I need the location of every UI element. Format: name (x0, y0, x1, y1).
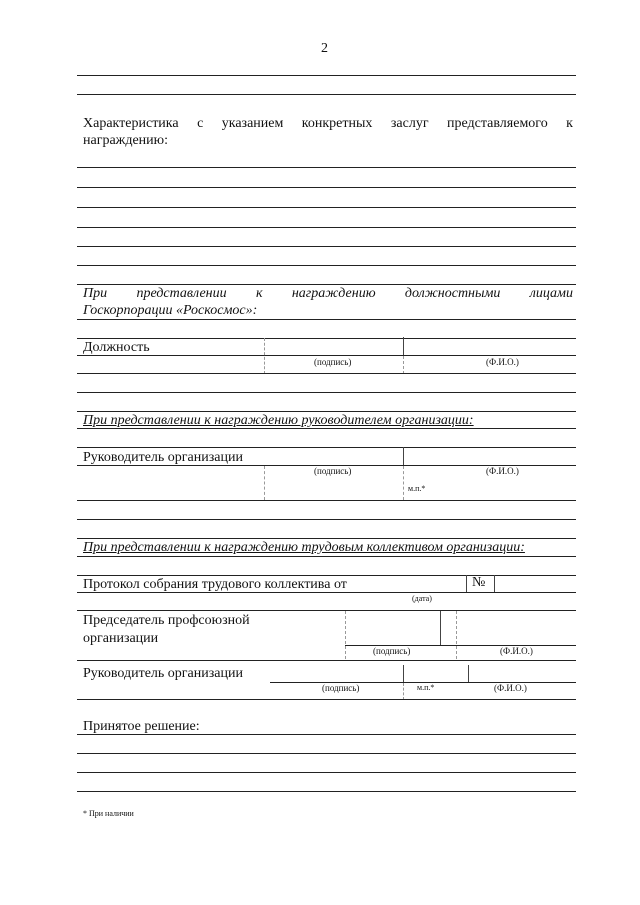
field-divider (494, 575, 495, 592)
blank-line (77, 284, 576, 285)
field-divider (403, 337, 404, 355)
blank-line (77, 519, 576, 520)
field-divider (468, 665, 469, 682)
name-caption: (Ф.И.О.) (494, 683, 527, 693)
number-sign: № (472, 575, 486, 590)
name-caption: (Ф.И.О.) (486, 357, 519, 367)
blank-line (77, 75, 576, 76)
characteristic-heading-line1: Характеристика с указанием конкретных заслуг представляемого к (83, 116, 573, 131)
blank-line (77, 660, 576, 661)
field-divider (403, 466, 404, 500)
position-field-line (77, 355, 576, 356)
blank-line (77, 265, 576, 266)
stamp-label: м.п.* (417, 683, 435, 692)
signature-caption: (подпись) (314, 357, 352, 367)
blank-line (77, 392, 576, 393)
field-divider (456, 611, 457, 659)
blank-line (77, 319, 576, 320)
head-section-heading: При представлении к награждению руководителем организации: (83, 413, 474, 428)
blank-line (77, 428, 576, 429)
decision-label: Принятое решение: (83, 719, 200, 734)
field-divider (403, 447, 404, 465)
field-divider (403, 683, 404, 700)
field-divider (264, 338, 265, 374)
blank-line (77, 772, 576, 773)
field-divider (264, 466, 265, 500)
blank-line (77, 791, 576, 792)
signature-caption: (подпись) (314, 466, 352, 476)
blank-line (77, 610, 576, 611)
blank-line (77, 734, 576, 735)
blank-line (77, 167, 576, 168)
protocol-field-line (77, 592, 576, 593)
field-divider (466, 575, 467, 592)
blank-line (77, 753, 576, 754)
blank-line (77, 447, 576, 448)
officials-heading-line1: При представлении к награждению должностными лицами (83, 286, 573, 301)
field-divider (403, 665, 404, 682)
blank-line (77, 373, 576, 374)
page-number: 2 (321, 41, 328, 56)
signature-caption: (подпись) (373, 646, 411, 656)
blank-line (77, 246, 576, 247)
collective-head-label: Руководитель организации (83, 666, 243, 681)
blank-line (77, 227, 576, 228)
head-label: Руководитель организации (83, 450, 243, 465)
field-divider (403, 356, 404, 374)
blank-line (77, 94, 576, 95)
officials-heading-line2: Госкорпорации «Роскосмос»: (83, 303, 258, 318)
protocol-label: Протокол собрания трудового коллектива от (83, 577, 347, 592)
signature-caption: (подпись) (322, 683, 360, 693)
blank-line (77, 338, 576, 339)
footnote: * При наличии (83, 809, 134, 818)
name-caption: (Ф.И.О.) (500, 646, 533, 656)
chairman-label-line2: организации (83, 631, 159, 646)
position-label: Должность (83, 340, 150, 355)
blank-line (77, 187, 576, 188)
characteristic-heading-line2: награждению: (83, 133, 169, 148)
stamp-label: м.п.* (408, 484, 426, 493)
blank-line (77, 699, 576, 700)
blank-line (77, 207, 576, 208)
chairman-label-line1: Председатель профсоюзной (83, 613, 250, 628)
blank-line (77, 411, 576, 412)
blank-line (77, 556, 576, 557)
name-caption: (Ф.И.О.) (486, 466, 519, 476)
blank-line (77, 575, 576, 576)
date-caption: (дата) (412, 594, 432, 603)
field-divider (345, 611, 346, 659)
blank-line (77, 538, 576, 539)
field-divider (440, 611, 441, 646)
collective-section-heading: При представлении к награждению трудовым коллективом организации: (83, 540, 525, 555)
blank-line (77, 500, 576, 501)
